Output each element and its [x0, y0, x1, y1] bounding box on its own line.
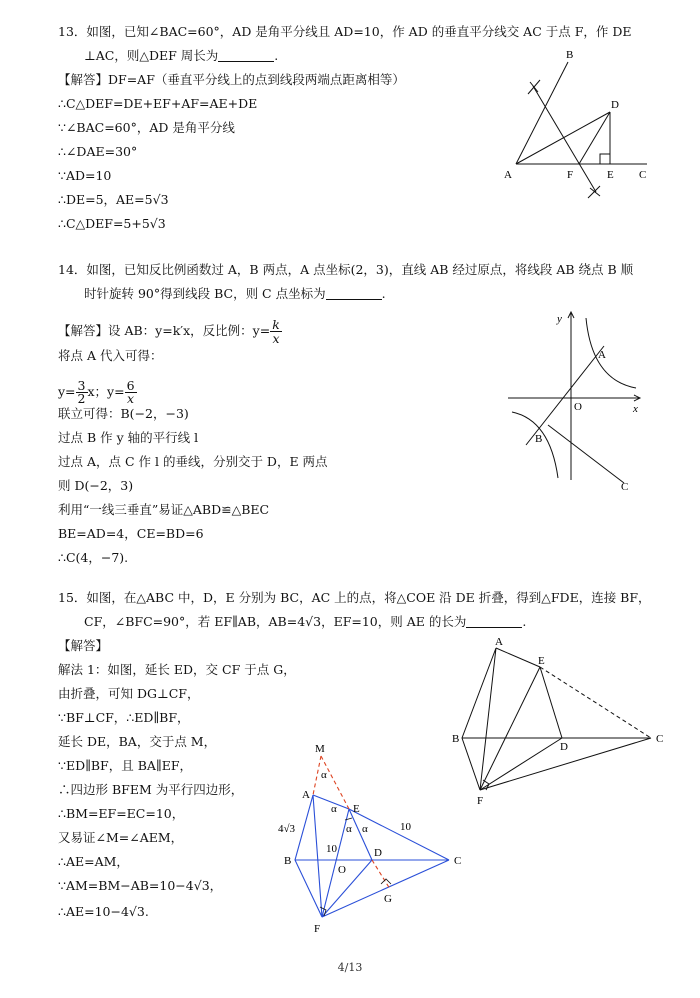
- p14-solution-8: 利用“一线三垂直”易证△ABD≌△BEC: [58, 502, 270, 517]
- fig2-label-C: C: [454, 855, 462, 867]
- p14-solution-7: 则 D(−2，3): [58, 478, 134, 493]
- fig2-alpha-2: α: [331, 803, 337, 815]
- p14-f1-num: 3: [77, 378, 86, 393]
- p15-q2-end: .: [522, 614, 527, 629]
- fig2-label-B: B: [284, 855, 292, 867]
- fig2-label-F: F: [314, 923, 321, 935]
- fig1-label-B: B: [452, 733, 460, 745]
- p15-solution-11: ∴AE=10−4√3.: [58, 904, 149, 919]
- fig1-label-D: D: [560, 741, 568, 753]
- p13-solution-4: ∴∠DAE=30°: [58, 144, 138, 159]
- p15-solution-7: ∴BM=EF=EC=10，: [58, 806, 185, 821]
- fig1-label-E: E: [538, 655, 545, 667]
- p13-q2-end: .: [274, 48, 279, 63]
- p13-solution-6: ∴DE=5，AE=5√3: [58, 192, 169, 207]
- p14-label-C: C: [621, 481, 629, 493]
- p15-solution-10: ∵AM=BM−AB=10−4√3，: [58, 878, 223, 893]
- p14-question-line1: 14．如图，已知反比例函数过 A，B 两点，A 点坐标(2，3)，直线 AB 经过原点，将线段 AB 绕点 B 顺: [58, 262, 634, 277]
- p14-solution-10: ∴C(4，−7).: [58, 550, 129, 565]
- p14-solution-2: 将点 A 代入可得：: [58, 348, 163, 363]
- p14-solution-9: BE=AD=4，CE=BD=6: [58, 526, 204, 541]
- p14-axis-x: x: [633, 403, 638, 415]
- p14-frac-den: x: [272, 331, 280, 346]
- p15-solution-1: 解法 1：如图，延长 ED，交 CF 于点 G，: [58, 662, 296, 677]
- fig2-alpha-4: α: [362, 823, 368, 835]
- p13-solution-7: ∴C△DEF=5+5√3: [58, 216, 166, 231]
- p15-solution-9: ∴AE=AM，: [58, 854, 129, 869]
- p15-solution-4: 延长 DE，BA，交于点 M，: [58, 734, 217, 749]
- p14-label-B: B: [535, 433, 543, 445]
- fig2-label-E: E: [353, 803, 360, 815]
- p14-f2-num: 6: [126, 378, 135, 393]
- p13-solution-2: ∴C△DEF=DE+EF+AF=AE+DE: [58, 96, 258, 111]
- fig2-label-O: O: [338, 864, 346, 876]
- p15-q2-text: CF，∠BFC=90°，若 EF∥AB，AB=4√3，EF=10，则 AE 的长为: [84, 614, 467, 629]
- fig2-label-G: G: [384, 893, 392, 905]
- p15-solution-0: 【解答】: [58, 638, 109, 653]
- fig2-label-10-a: 10: [326, 843, 337, 855]
- fig1-label-F: F: [477, 795, 484, 807]
- p15-question-line1: 15．如图，在△ABC 中，D，E 分别为 BC，AC 上的点，将△COE 沿 DE 折叠，得到△FDE，连接 BF，: [58, 590, 651, 605]
- fig2-label-10-b: 10: [400, 821, 411, 833]
- p13-q2-text: ⊥AC，则△DEF 周长为: [84, 48, 219, 63]
- p13-label-E: E: [607, 169, 614, 181]
- p15-solution-3: ∵BF⊥CF，∴ED∥BF，: [58, 710, 190, 725]
- p15-solution-6: ∴四边形 BFEM 为平行四边形，: [58, 782, 244, 797]
- p14-label-O: O: [574, 401, 582, 413]
- p14-f2-den: x: [127, 391, 135, 406]
- p13-question-line1: 13．如图，已知∠BAC=60°，AD 是角平分线且 AD=10，作 AD 的垂直平分线交 AC 于点 F，作 DE: [58, 24, 632, 39]
- fig2-label-A: A: [302, 789, 310, 801]
- p14-s1-text: 【解答】设 AB：y=k′x，反比例：y=: [58, 323, 271, 338]
- p14-solution-4: 联立可得：B(−2，−3): [58, 406, 189, 421]
- fig2-alpha-3: α: [346, 823, 352, 835]
- p13-label-C: C: [639, 169, 647, 181]
- p13-label-D: D: [611, 99, 619, 111]
- p13-solution-1: 【解答】DF=AF（垂直平分线上的点到线段两端点距离相等）: [58, 72, 405, 87]
- p14-frac-num: k: [272, 317, 280, 332]
- p14-f1-den: 2: [77, 391, 86, 406]
- p14-s3a: y=: [58, 384, 76, 399]
- fig2-label-M: M: [315, 743, 325, 755]
- p14-q2-text: 时针旋转 90°得到线段 BC，则 C 点坐标为: [84, 286, 326, 301]
- fig2-alpha-1: α: [321, 769, 327, 781]
- p14-q2-end: .: [381, 286, 386, 301]
- p14-solution-6: 过点 A，点 C 作 l 的垂线，分别交于 D，E 两点: [58, 454, 328, 469]
- p13-label-F: F: [567, 169, 574, 181]
- fig1-label-A: A: [495, 636, 503, 648]
- p15-solution-5: ∵ED∥BF，且 BA∥EF，: [58, 758, 192, 773]
- p13-solution-3: ∵∠BAC=60°，AD 是角平分线: [58, 120, 235, 135]
- fig2-label-ab: 4√3: [278, 823, 296, 835]
- p15-solution-8: 又易证∠M=∠AEM，: [58, 830, 184, 845]
- p14-label-A: A: [598, 349, 606, 361]
- p13-solution-5: ∵AD=10: [58, 168, 112, 183]
- p14-s3b: x；y=: [87, 384, 125, 399]
- page-number: 4/13: [337, 961, 363, 974]
- p13-label-B: B: [566, 49, 574, 61]
- p15-solution-2: 由折叠，可知 DG⊥CF，: [58, 686, 200, 701]
- p13-label-A: A: [504, 169, 512, 181]
- p14-solution-5: 过点 B 作 y 轴的平行线 l: [58, 430, 199, 445]
- fig2-label-D: D: [374, 847, 382, 859]
- p14-axis-y: y: [557, 313, 562, 325]
- fig1-label-C: C: [656, 733, 664, 745]
